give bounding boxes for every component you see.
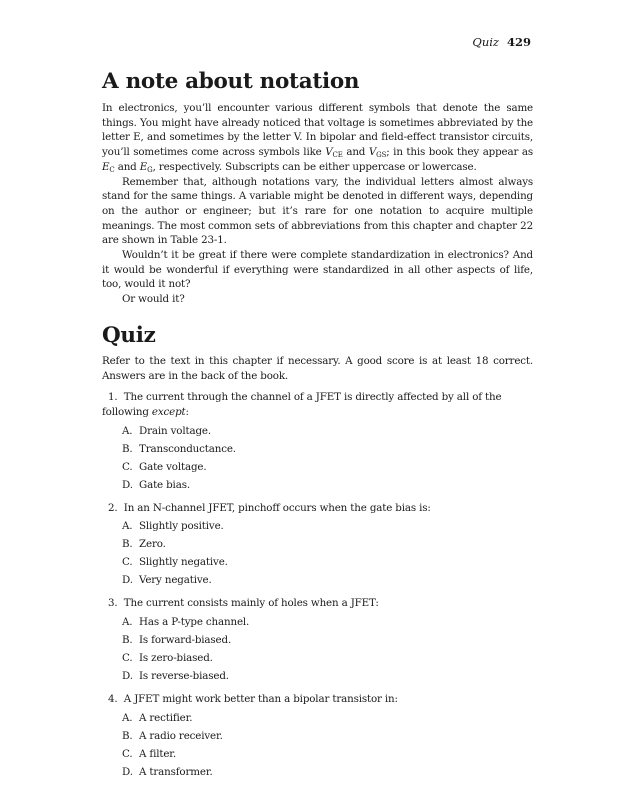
notation-heading: A note about notation <box>102 69 360 94</box>
answer-option-b: B. Transconductance. <box>122 442 236 455</box>
answer-option-c: C. Gate voltage. <box>122 460 207 473</box>
page-number: 429 <box>506 35 531 49</box>
answer-option-a: A. Slightly positive. <box>122 520 224 533</box>
running-header <box>472 35 531 49</box>
quiz-question-1 <box>102 390 533 493</box>
answer-options <box>102 709 533 781</box>
answer-option-c: C. A filter. <box>122 747 177 760</box>
page-body <box>102 68 533 781</box>
answer-option-b: B. A radio receiver. <box>122 729 223 742</box>
quiz-heading: Quiz <box>102 322 156 348</box>
question-number: 1. <box>108 391 118 404</box>
quiz-question-4 <box>102 692 533 781</box>
answer-option-a: A. Drain voltage. <box>122 424 211 437</box>
answer-option-a: A. A rectifier. <box>122 711 193 724</box>
answer-option-a: A. Has a P-type channel. <box>122 616 250 629</box>
quiz-question-2 <box>102 501 533 590</box>
question-stem: 4. A JFET might work better than a bipolar transistor in: <box>108 693 398 706</box>
answer-option-d: D. A transformer. <box>122 765 213 778</box>
answer-option-d: D. Is reverse-biased. <box>122 670 229 683</box>
answer-option-c: C. Slightly negative. <box>122 556 228 569</box>
answer-option-d: D. Very negative. <box>122 574 212 587</box>
answer-option-b: B. Is forward-biased. <box>122 634 232 647</box>
answer-option-d: D. Gate bias. <box>122 478 190 491</box>
question-stem: 2. In an N-channel JFET, pinchoff occurs when the gate bias is: <box>108 501 431 514</box>
question-number: 3. <box>108 597 118 610</box>
header-section-title: Quiz <box>472 35 499 49</box>
answer-options <box>102 422 533 494</box>
quiz-intro: Refer to the text in this chapter if necessary. A good score is at least 18 correct. Answers are in the back of the book. <box>102 354 533 382</box>
answer-option-c: C. Is zero-biased. <box>122 652 213 665</box>
question-number: 2. <box>108 501 118 514</box>
answer-options <box>102 517 533 589</box>
question-stem: 1. The current through the channel of a JFET is directly affected by all of the following except: <box>102 391 502 418</box>
quiz-question-3 <box>102 596 533 685</box>
answer-options <box>102 613 533 685</box>
notation-paragraph-3: Wouldn’t it be great if there were complete standardization in electronics? And it would be wonderful if everything were standardized in all other aspects of life, too, would it not? <box>102 249 533 291</box>
answer-option-b: B. Zero. <box>122 538 166 551</box>
notation-paragraph-1: In electronics, you’ll encounter various different symbols that denote the same things. You might have already noticed that voltage is sometimes abbreviated by the letter E, and sometimes by the letter V. In bipolar and field-effect transistor circuits, you’ll sometimes come across symbols like $V_{CE}$ and $V_{GS}$; in this book they appear as $E_C$ and $E_G$, respectively. Subscripts can be either uppercase or lowercase. <box>102 102 533 174</box>
notation-paragraph-2: Remember that, although notations vary, the individual letters almost always stand for the same things. A variable might be denoted in different ways, depending on the author or engineer; but it’s rare for one notation to acquire multiple meanings. The most common sets of abbreviations from this chapter and chapter 22 are shown in Table 23-1. <box>102 175 533 247</box>
question-number: 4. <box>108 693 118 706</box>
question-stem: 3. The current consists mainly of holes when a JFET: <box>108 597 379 610</box>
notation-paragraph-4: Or would it? <box>122 293 185 306</box>
